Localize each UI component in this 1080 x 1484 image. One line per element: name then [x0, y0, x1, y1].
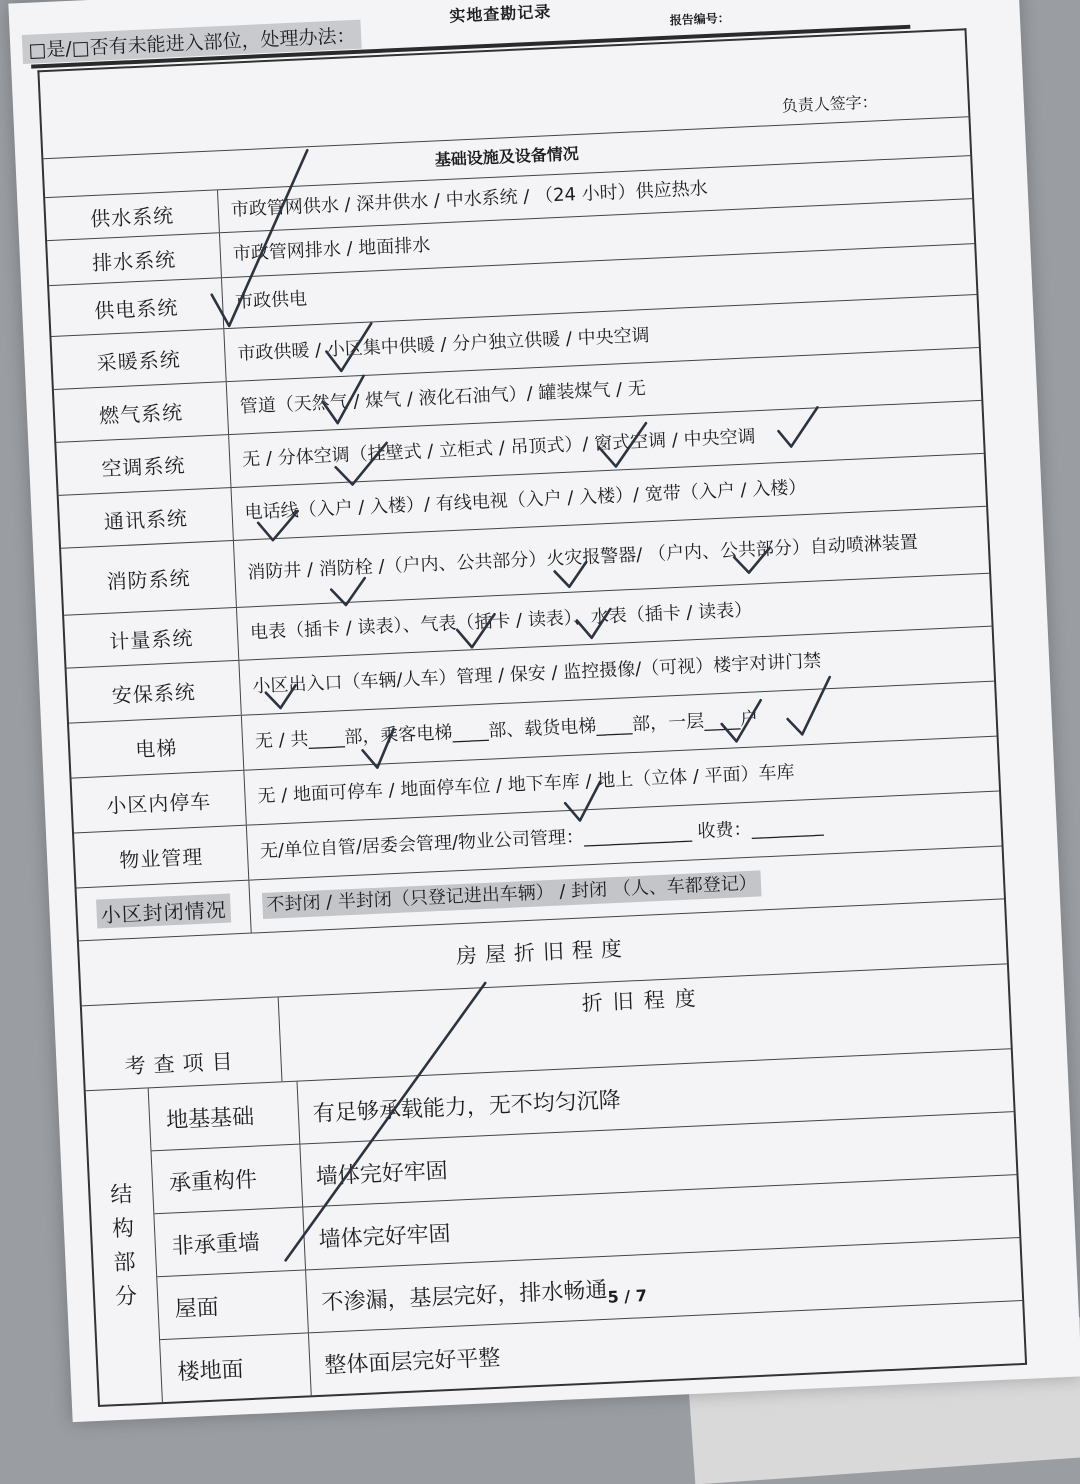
row-label: 采暖系统 [51, 329, 226, 389]
item-label: 非承重墙 [154, 1208, 306, 1277]
row-label: 供电系统 [49, 278, 224, 336]
infrastructure-heading: 基础设施及设备情况 [43, 117, 970, 198]
form-title: 实地查勘记录 [448, 2, 552, 26]
highlighted-label: 小区封闭情况 [96, 893, 231, 928]
row-value: 市政管网排水 / 地面排水 [232, 234, 431, 265]
row-label: 空调系统 [56, 435, 231, 495]
report-number-label: 报告编号： [669, 10, 731, 28]
row-label: 消防系统 [61, 541, 237, 615]
row-label: 供水系统 [45, 190, 220, 240]
highlighted-value: 不封闭 / 半封闭（只登记进出车辆） / 封闭 （人、车都登记） [262, 870, 761, 919]
row-label: 排水系统 [47, 233, 222, 285]
structure-section [86, 1049, 1025, 1407]
item-value: 整体面层完好平整 [323, 1345, 501, 1379]
row-label: 燃气系统 [54, 382, 229, 442]
row-label [77, 881, 252, 941]
row-value: 无 / 地面可停车 / 地面停车位 / 地下车库 / 地上（立体 / 平面）车库 [257, 761, 796, 808]
structure-items [149, 1049, 1025, 1402]
form-table [37, 28, 1027, 1407]
item-value: 有足够承载能力，无不均匀沉降 [312, 1087, 622, 1127]
row-value: 电话线（入户 / 入楼）/ 有线电视（入户 / 入楼）/ 宽带（入户 / 入楼） [244, 476, 807, 524]
row-value: 消防井 / 消防栓 /（户内、公共部分）火灾报警器/ （户内、公共部分）自动喷淋装置 [246, 531, 919, 584]
row-value: 电表（插卡 / 读表）、气表（插卡 / 读表）、水表（插卡 / 读表） [249, 599, 753, 644]
item-label: 地基基础 [149, 1082, 301, 1151]
signature-label: 负责人签字： [781, 92, 879, 116]
row-value: 市政管网供水 / 深井供水 / 中水系统 / （24 小时）供应热水 [230, 178, 709, 221]
row-label: 安保系统 [67, 661, 242, 723]
row-value: 无 / 分体空调（挂壁式 / 立柜式 / 吊顶式）/ 窗式空调 / 中央空调 [241, 426, 757, 471]
row-label: 电梯 [69, 716, 244, 778]
inaccessible-area-note: □是/□否有未能进入部位，处理办法： [22, 20, 362, 64]
item-label: 承重构件 [152, 1145, 304, 1214]
page-number: 5 / 7 [607, 1286, 648, 1307]
row-value: 无/单位自管/居委会管理/物业公司管理：____________ 收费：________ [259, 815, 824, 863]
row-value: 小区出入口（车辆/人车）管理 / 保安 / 监控摄像/（可视）楼宇对讲门禁 [252, 650, 822, 698]
row-label: 物业管理 [74, 826, 249, 888]
row-label: 计量系统 [64, 608, 239, 668]
item-value: 墙体完好牢固 [318, 1221, 452, 1253]
inspection-form-page [8, 0, 1080, 1422]
row-value: 市政供暖 / 小区集中供暖 / 分户独立供暖 / 中央空调 [236, 324, 651, 365]
row-value: 市政供电 [234, 288, 308, 313]
row-label: 小区内停车 [72, 771, 247, 833]
structure-group-label: 结构部分 [86, 1088, 163, 1405]
column-header-item: 考查项目 [82, 997, 283, 1090]
item-label: 屋面 [157, 1270, 309, 1339]
row-value: 无 / 共____部，乘客电梯____部、载货电梯____部，一层____户 [254, 708, 759, 753]
item-label: 楼地面 [160, 1333, 312, 1402]
depreciation-title: 房屋折旧程度 [79, 899, 1007, 1006]
item-value: 不渗漏，基层完好，排水畅通 [320, 1277, 608, 1316]
column-header-degree: 折旧程度 [581, 986, 707, 1016]
row-label: 通讯系统 [59, 488, 234, 548]
item-value: 墙体完好牢固 [315, 1158, 449, 1190]
row-value: 管道（天然气 / 煤气 / 液化石油气）/ 罐装煤气 / 无 [239, 378, 647, 418]
